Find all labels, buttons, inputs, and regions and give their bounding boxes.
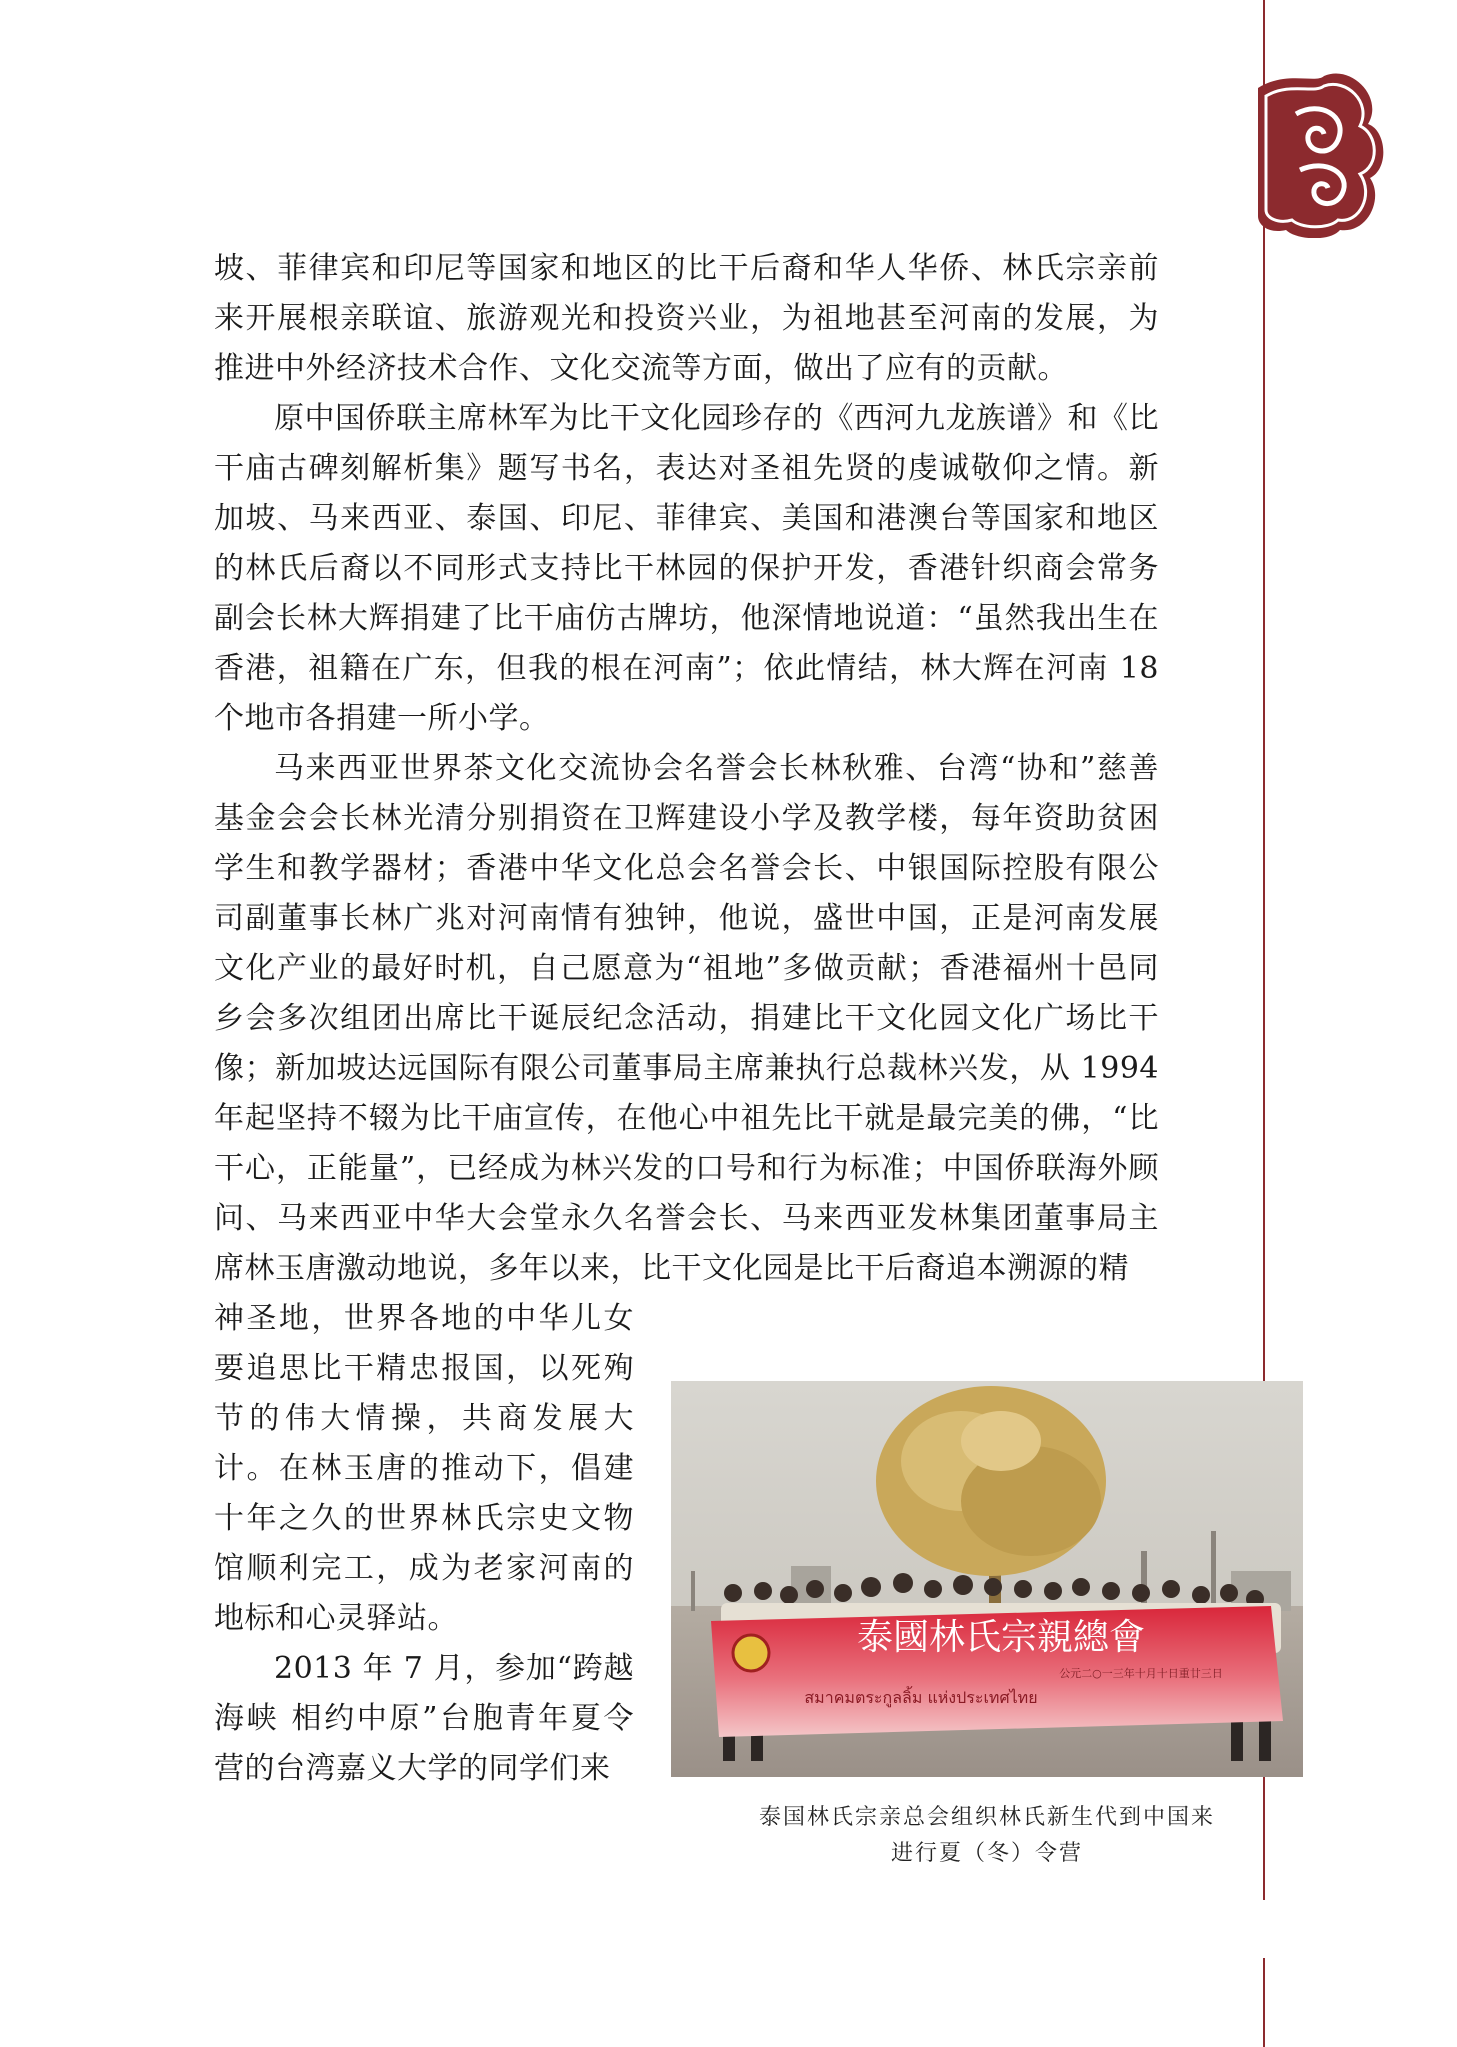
banner-date: 公元二○一三年十月十日重廿三日 [1059, 1667, 1223, 1680]
banner-thai-text: สมาคมตระกูลลิ้ม แห่งประเทศไทย [804, 1688, 1038, 1707]
photo-caption [671, 1800, 1303, 1872]
paragraph-1: 坡、菲律宾和印尼等国家和地区的比干后裔和华人华侨、林氏宗亲前来开展根亲联谊、旅游观光和投资兴业，为祖地甚至河南的发展，为推进中外经济技术合作、文化交流等方面，做出了应有的贡献。 [214, 251, 1159, 386]
paragraph-3-continued: 神圣地，世界各地的中华儿女要追思比干精忠报国，以死殉节的伟大情操，共商发展大计。在林玉唐的推动下，倡建十年之久的世界林氏宗史文物馆顺利完工，成为老家河南的地标和心灵驿站。 [214, 1301, 634, 1636]
margin-rule-bottom [1263, 1958, 1265, 2047]
cloud-ornament-icon [1256, 70, 1386, 238]
paragraph-4: 2013 年 7 月，参加“跨越海峡 相约中原”台胞青年夏令营的台湾嘉义大学的同学们来 [214, 1651, 634, 1786]
group-photo-illustration [671, 1381, 1303, 1777]
paragraph-3: 马来西亚世界茶文化交流协会名誉会长林秋雅、台湾“协和”慈善基金会会长林光清分别捐资在卫辉建设小学及教学楼，每年资助贫困学生和教学器材；香港中华文化总会名誉会长、中银国际控股有限公司副董事长林广兆对河南情有独钟，他说，盛世中国，正是河南发展文化产业的最好时机，自己愿意为“祖地”多做贡献；香港福州十邑同乡会多次组团出席比干诞辰纪念活动，捐建比干文化园文化广场比干像；新加坡达远国际有限公司董事局主席兼执行总裁林兴发，从 1994 年起坚持不辍为比干庙宣传，在他心中祖先比干就是最完美的佛，“比干心，正能量”，已经成为林兴发的口号和行为标准；中国侨联海外顾问、马来西亚中华大会堂永久名誉会长、马来西亚发林集团董事局主席林玉唐激动地说，多年以来，比干文化园是比干后裔追本溯源的精 [214, 751, 1159, 1286]
banner-title: 泰國林氏宗親總會 [856, 1617, 1146, 1658]
caption-line-2: 进行夏（冬）令营 [890, 1841, 1083, 1866]
paragraph-2: 原中国侨联主席林军为比干文化园珍存的《西河九龙族谱》和《比干庙古碑刻解析集》题写书名，表达对圣祖先贤的虔诚敬仰之情。新加坡、马来西亚、泰国、印尼、菲律宾、美国和港澳台等国家和地区的林氏后裔以不同形式支持比干林园的保护开发，香港针织商会常务副会长林大辉捐建了比干庙仿古牌坊，他深情地说道：“虽然我出生在香港，祖籍在广东，但我的根在河南”；依此情结，林大辉在河南 18 个地市各捐建一所小学。 [214, 401, 1159, 736]
caption-line-1: 泰国林氏宗亲总会组织林氏新生代到中国来 [758, 1805, 1215, 1830]
group-photo [671, 1381, 1303, 1777]
